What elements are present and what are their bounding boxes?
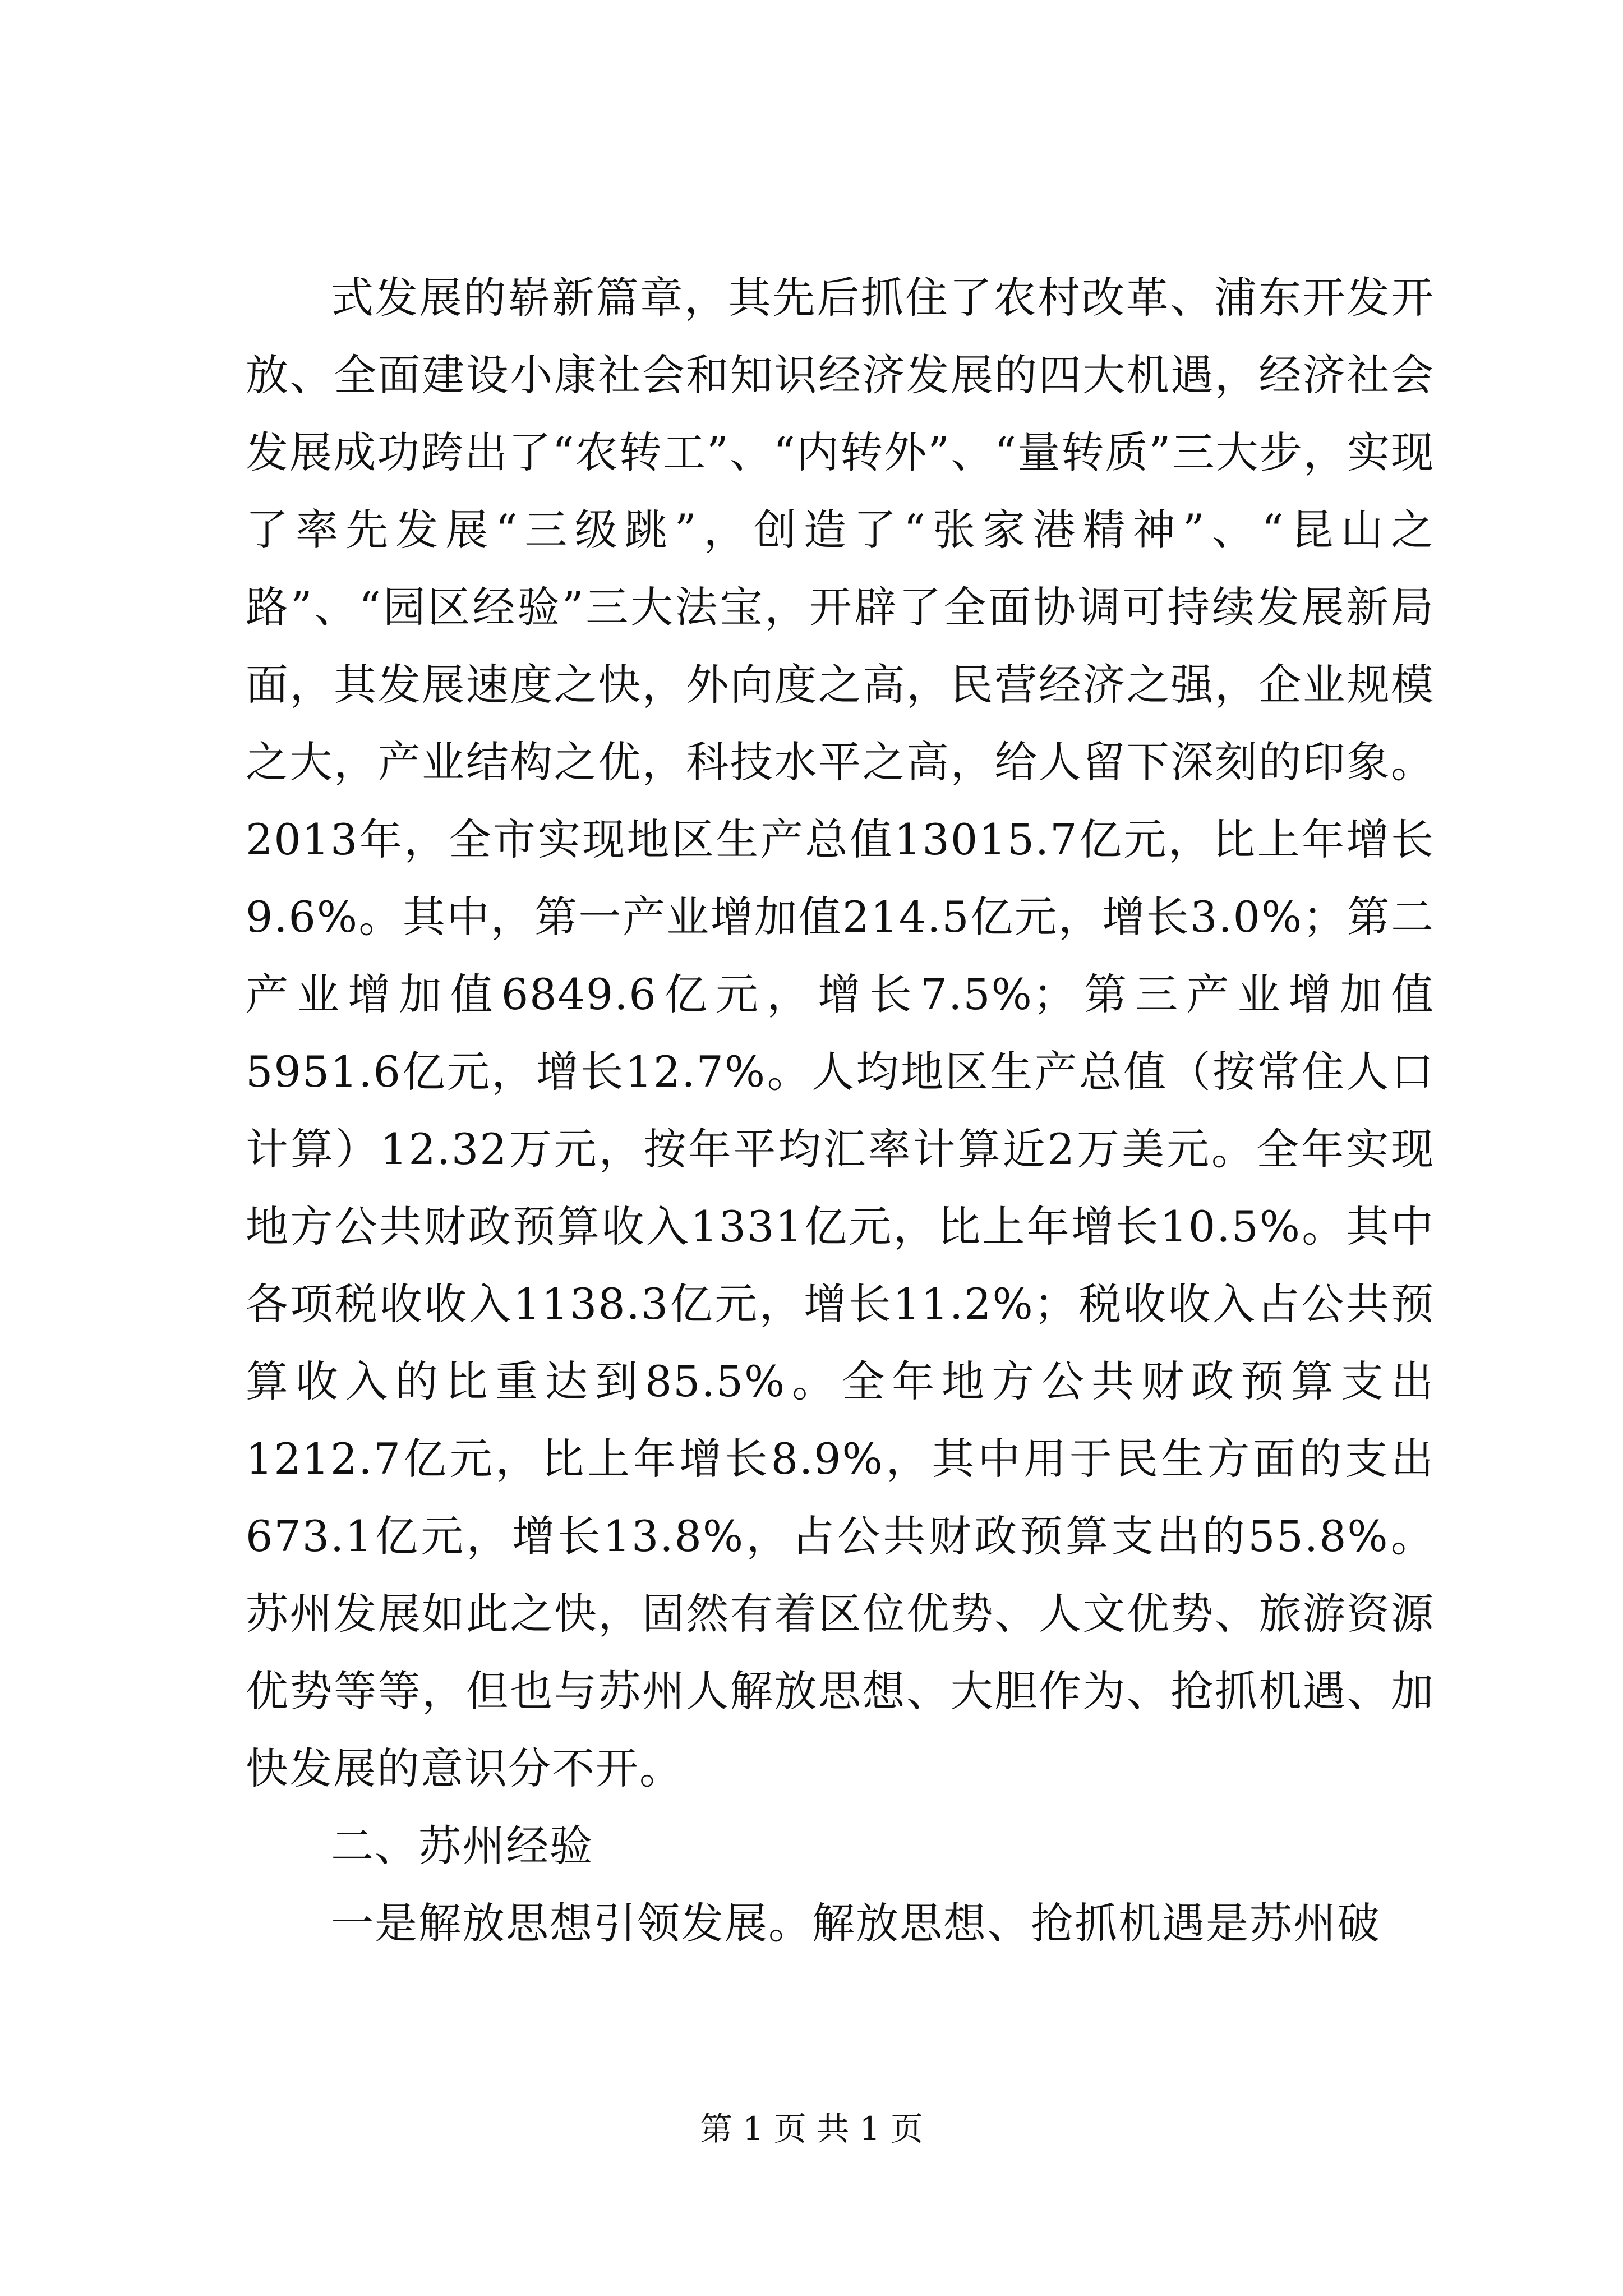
body-paragraph: 式发展的崭新篇章，其先后抓住了农村改革、浦东开发开放、全面建设小康社会和知识经济发展的四大机遇，经济社会发展成功跨出了“农转工”、“内转外”、“量转质”三大步，实现了率先发展“三级跳”，创造了“张家港精神”、“昆山之路”、“园区经验”三大法宝，开辟了全面协调可持续发展新局面，其发展速度之快，外向度之高，民营经济之强，企业规模之大，产业结构之优，科技水平之高，给人留下深刻的印象。2013年，全市实现地区生产总值13015.7亿元，比上年增长9.6%。其中，第一产业增加值214.5亿元，增长3.0%；第二产业增加值6849.6亿元，增长7.5%；第三产业增加值5951.6亿元，增长12.7%。人均地区生产总值（按常住人口计算）12.32万元，按年平均汇率计算近2万美元。全年实现地方公共财政预算收入1331亿元，比上年增长10.5%。其中各项税收收入1138.3亿元，增长11.2%；税收收入占公共预算收入的比重达到85.5%。全年地方公共财政预算支出1212.7亿元，比上年增长8.9%，其中用于民生方面的支出673.1亿元，增长13.8%，占公共财政预算支出的55.8%。苏州发展如此之快，固然有着区位优势、人文优势、旅游资源优势等等，但也与苏州人解放思想、大胆作为、抢抓机遇、加快发展的意识分不开。 bbox=[246, 273, 1435, 1793]
section-heading: 二、苏州经验 bbox=[331, 1821, 593, 1871]
document-body bbox=[246, 259, 1435, 1962]
page-footer: 第 1 页 共 1 页 bbox=[700, 2110, 923, 2148]
body-paragraph-last: 一是解放思想引领发展。解放思想、抢抓机遇是苏州破 bbox=[331, 1898, 1381, 1948]
